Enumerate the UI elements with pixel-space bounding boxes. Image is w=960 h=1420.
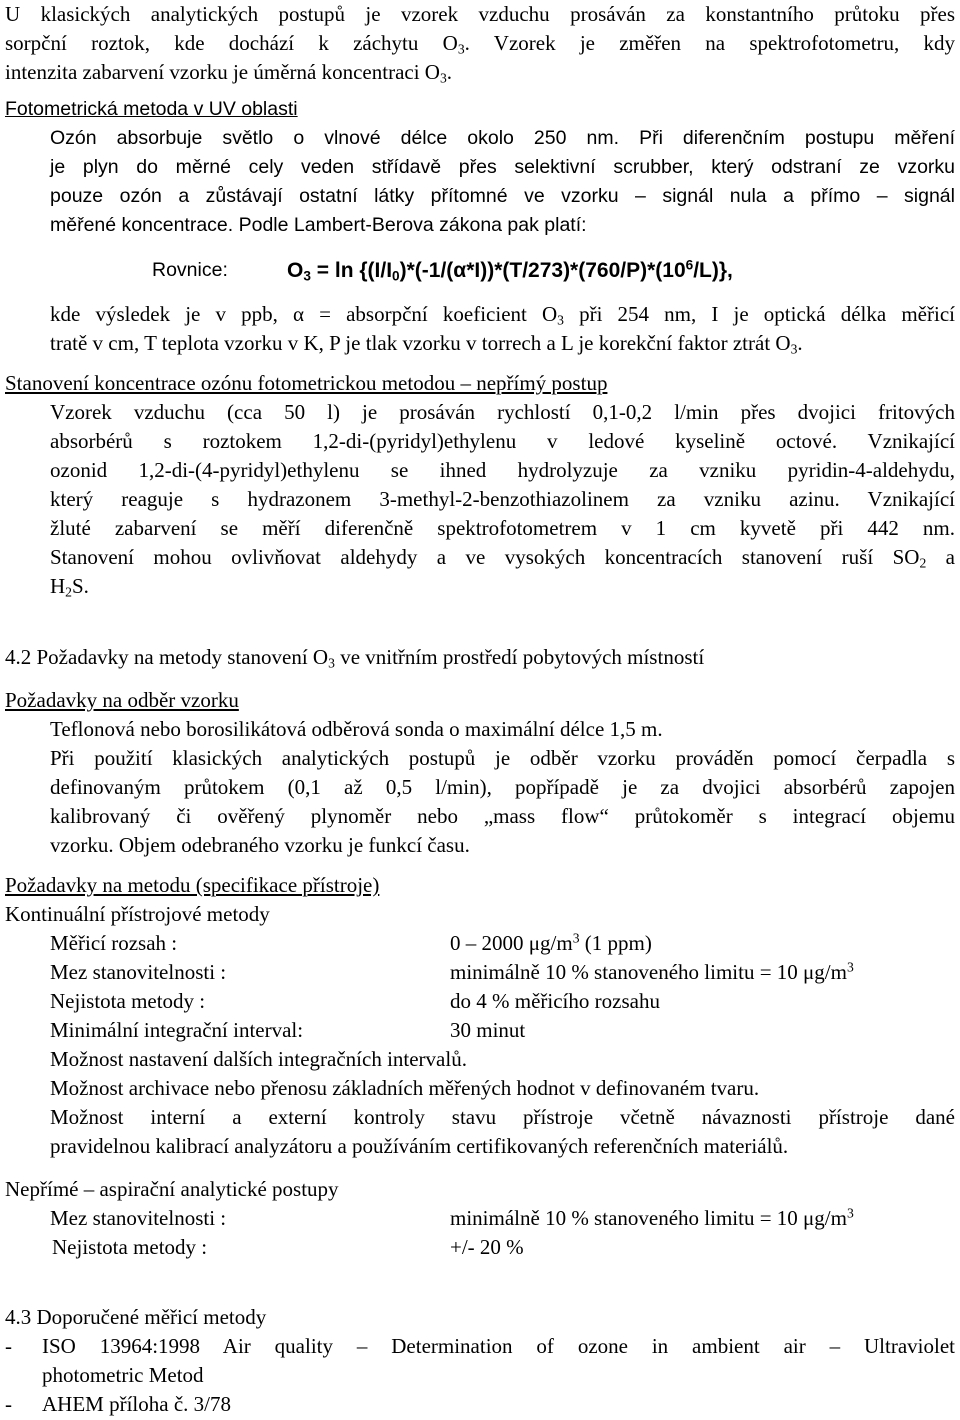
uv-text: měřené koncentrace. <box>50 214 234 236</box>
capability-line-3: Možnost interní a externí kontroly stavu přístroje včetně návaznosti přístroje dané <box>50 1105 955 1129</box>
eq-text: )*(-1/(α*I))*(T/273)*(760/P)*(10 <box>399 259 686 282</box>
aspiration-key-limit: Mez stanovitelnosti : <box>50 1206 227 1230</box>
spec-text: minimálně 10 % stanoveného limitu = 10 μg/m <box>450 1206 847 1230</box>
intro-line-1: U klasických analytických postupů je vzorek vzduchu prosáván za konstantního průtoku přes <box>5 2 955 26</box>
indirect-text: H <box>50 574 66 598</box>
method-heading: Požadavky na metodu (specifikace přístroje) <box>5 873 380 897</box>
subscript: 3 <box>557 312 564 328</box>
spec-key-uncertainty: Nejistota metody : <box>50 989 206 1013</box>
where-text: kde výsledek je v ppb, α = absorpční koeficient O <box>50 302 558 326</box>
subscript: 3 <box>790 341 798 357</box>
spec-value-uncertainty: do 4 % měřicího rozsahu <box>450 989 660 1013</box>
superscript: 3 <box>572 930 580 946</box>
aspiration-heading: Nepřímé – aspirační analytické postupy <box>5 1177 339 1201</box>
list-dash: - <box>5 1392 12 1416</box>
spec-key-range: Měřicí rozsah : <box>50 931 178 955</box>
uv-line-4 <box>50 211 955 240</box>
where-line-2 <box>50 329 955 358</box>
section-4-2-heading <box>5 643 955 672</box>
heading-text: ve vnitřním prostředí pobytových místností <box>334 645 705 669</box>
spec-key-interval: Minimální integrační interval: <box>50 1018 304 1042</box>
subscript: 3 <box>303 268 311 284</box>
spec-value-range <box>450 929 652 958</box>
uv-heading: Fotometrická metoda v UV oblasti <box>5 98 298 120</box>
equation <box>287 256 733 285</box>
indirect-line-6 <box>50 543 955 572</box>
spec-text: minimálně 10 % stanoveného limitu = 10 μg/m <box>450 960 847 984</box>
indirect-line-4: který reaguje s hydrazonem 3-methyl-2-benzothiazolinem za vzniku azinu. Vznikající <box>50 487 955 511</box>
indirect-line-7 <box>50 572 955 601</box>
sampling-heading: Požadavky na odběr vzorku <box>5 688 239 712</box>
continuous-heading: Kontinuální přístrojové metody <box>5 902 270 926</box>
subscript: 3 <box>439 70 447 86</box>
eq-text: /L)}, <box>693 259 733 282</box>
intro-text: sorpční roztok, kde dochází k záchytu O <box>5 31 458 55</box>
indirect-line-5: žluté zabarvení se měří diferenčně spektrofotometrem v 1 cm kyvetě při 442 nm. <box>50 516 955 540</box>
subscript: 3 <box>328 655 335 671</box>
capability-line-4: pravidelnou kalibrací analyzátoru a používáním certifikovaných referenčních materiálů. <box>50 1134 789 1158</box>
spec-text: (1 ppm) <box>579 931 652 955</box>
intro-text: intenzita zabarvení vzorku je úměrná koncentraci O <box>5 60 440 84</box>
superscript: 3 <box>846 1205 854 1221</box>
capability-line-2: Možnost archivace nebo přenosu základních měřených hodnot v definovaném tvaru. <box>50 1076 760 1100</box>
capability-line-1: Možnost nastavení dalších integračních intervalů. <box>50 1047 467 1071</box>
method-item-2: AHEM příloha č. 3/78 <box>42 1392 231 1416</box>
method-item-1-cont: photometric Metod <box>42 1363 204 1387</box>
indirect-line-2: absorbérů s roztokem 1,2-di-(pyridyl)ethylenu v ledové kyselině octové. Vznikající <box>50 429 955 453</box>
intro-text: . <box>446 60 453 84</box>
subscript: 3 <box>457 41 465 57</box>
sampling-line-4: kalibrovaný či ověřený plynoměr nebo „mass flow“ průtokoměr s integrací objemu <box>50 804 955 828</box>
uv-text: Ozón absorbuje světlo o vlnové délce okolo 250 nm. <box>50 127 620 149</box>
subscript: 2 <box>919 555 927 571</box>
uv-line-1 <box>50 124 955 153</box>
eq-text: O <box>287 259 304 282</box>
method-item-1: ISO 13964:1998 Air quality – Determination of ozone in ambient air – Ultraviolet <box>42 1334 955 1358</box>
spec-text: 0 – 2000 μg/m <box>450 931 573 955</box>
heading-text: 4.2 Požadavky na metody stanovení O <box>5 645 329 669</box>
sampling-line-5: vzorku. Objem odebraného vzorku je funkcí času. <box>50 833 470 857</box>
where-line-1 <box>50 300 955 329</box>
uv-line-2: je plyn do měrné cely veden střídavě přes selektivní scrubber, který odstraní ze vzorku <box>50 156 955 178</box>
where-text: při 254 nm, I je optická délka měřicí <box>563 302 955 326</box>
uv-line-3: pouze ozón a zůstávají ostatní látky přítomné ve vzorku – signál nula a přímo – signál <box>50 185 955 207</box>
eq-text: = ln {(I/I <box>310 259 393 282</box>
indirect-text: Stanovení mohou ovlivňovat aldehydy a ve vysokých koncentracích stanovení ruší SO <box>50 545 920 569</box>
intro-line-3 <box>5 58 955 87</box>
indirect-line-1: Vzorek vzduchu (cca 50 l) je prosáván rychlostí 0,1-0,2 l/min přes dvojici fritových <box>50 400 955 424</box>
superscript: 6 <box>685 257 694 273</box>
spec-value-limit <box>450 958 854 987</box>
uv-text: Při diferenčním postupu měření <box>639 127 955 149</box>
indirect-heading: Stanovení koncentrace ozónu fotometrickou metodou – nepřímý postup <box>5 371 608 395</box>
list-dash: - <box>5 1334 12 1358</box>
spec-value-interval: 30 minut <box>450 1018 526 1042</box>
indirect-text: a <box>926 545 955 569</box>
uv-text: Podle Lambert-Berova zákona pak platí: <box>238 214 587 236</box>
spec-key-limit: Mez stanovitelnosti : <box>50 960 227 984</box>
equation-label: Rovnice: <box>152 259 228 281</box>
where-text: . <box>797 331 803 355</box>
section-4-3-heading: 4.3 Doporučené měřicí metody <box>5 1305 267 1329</box>
intro-text: . Vzorek je změřen na spektrofotometru, kdy <box>464 31 955 55</box>
indirect-line-3: ozonid 1,2-di-(4-pyridyl)ethylenu se ihned hydrolyzuje za vzniku pyridin-4-aldehydu, <box>50 458 955 482</box>
aspiration-key-uncertainty: Nejistota metody : <box>52 1235 208 1259</box>
sampling-line-1: Teflonová nebo borosilikátová odběrová sonda o maximální délce 1,5 m. <box>50 717 663 741</box>
intro-line-2 <box>5 29 955 58</box>
where-text: tratě v cm, T teplota vzorku v K, P je tlak vzorku v torrech a L je korekční faktor ztrát O <box>50 331 791 355</box>
sampling-line-2: Při použití klasických analytických postupů je odběr vzorku prováděn pomocí čerpadla s <box>50 746 955 770</box>
subscript: 2 <box>65 584 72 600</box>
aspiration-value-limit <box>450 1204 854 1233</box>
aspiration-value-uncertainty: +/- 20 % <box>450 1235 524 1259</box>
sampling-line-3: definovaným průtokem (0,1 až 0,5 l/min), popřípadě je za dvojici absorbérů zapojen <box>50 775 955 799</box>
subscript: 0 <box>392 268 400 284</box>
indirect-text: S. <box>72 574 89 598</box>
superscript: 3 <box>846 959 854 975</box>
